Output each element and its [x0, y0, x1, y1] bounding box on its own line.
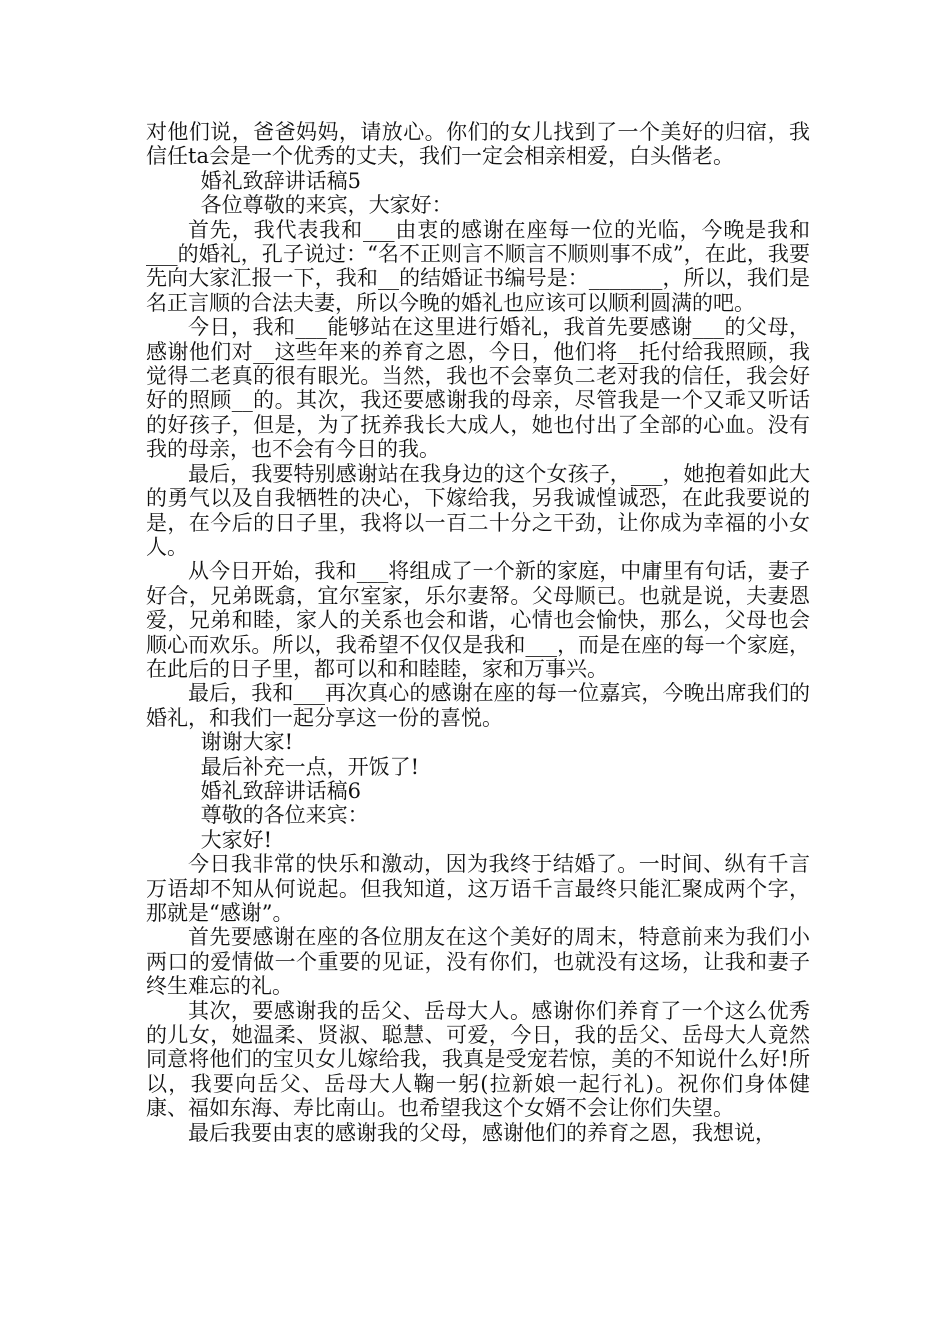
paragraph: 首先要感谢在座的各位朋友在这个美好的周末，特意前来为我们小两口的爱情做一个重要的见证，没有你们，也就没有这场，让我和妻子终生难忘的礼。: [146, 925, 810, 999]
section-title: 婚礼致辞讲话稿6: [200, 778, 361, 803]
section-title: 婚礼致辞讲话稿5: [200, 168, 361, 193]
paragraph: 其次，要感谢我的岳父、岳母大人。感谢你们养育了一个这么优秀的儿女，她温柔、贤淑、聪慧、可爱，今日，我的岳父、岳母大人竟然同意将他们的宝贝女儿嫁给我，我真是受宠若惊，美的不知说什么好!所以，我要向岳父、岳母大人鞠一躬(拉新娘一起行礼)。祝你们身体健康、福如东海、寿比南山。也希望我这个女婿不会让你们失望。: [146, 998, 810, 1121]
paragraph: 最后，我要特别感谢站在我身边的这个女孩子，___，她抱着如此大的勇气以及自我牺牲的决心，下嫁给我，另我诚惶诚恐，在此我要说的是，在今后的日子里，我将以一百二十分之干劲，让你成为幸福的小女人。: [146, 461, 810, 559]
paragraph: 最后我要由衷的感谢我的父母，感谢他们的养育之恩，我想说，: [188, 1120, 776, 1145]
paragraph: 对他们说，爸爸妈妈，请放心。你们的女儿找到了一个美好的归宿，我信任ta会是一个优秀的丈夫，我们一定会相亲相爱，白头偕老。: [146, 120, 810, 169]
closing-line: 最后补充一点，开饭了!: [200, 754, 420, 779]
paragraph: 从今日开始，我和___将组成了一个新的家庭，中庸里有句话，妻子好合，兄弟既翕，宜尔室家，乐尔妻帑。父母顺已。也就是说，夫妻恩爱，兄弟和睦，家人的关系也会和谐，心情也会愉快，那么，父母也会顺心而欢乐。所以，我希望不仅仅是我和___，而是在座的每一个家庭，在此后的日子里，都可以和和睦睦，家和万事兴。: [146, 559, 810, 681]
paragraph: 今日，我和___能够站在这里进行婚礼，我首先要感谢___的父母，感谢他们对__这些年来的养育之恩，今日，他们将__托付给我照顾，我觉得二老真的很有眼光。当然，我也不会辜负二老对我的信任，我会好好的照顾__的。其次，我还要感谢我的母亲，尽管我是一个又乖又听话的好孩子，但是，为了抚养我长大成人，她也付出了全部的心血。没有我的母亲，也不会有今日的我。: [146, 315, 810, 462]
paragraph: 今日我非常的快乐和激动，因为我终于结婚了。一时间、纵有千言万语却不知从何说起。但我知道，这万语千言最终只能汇聚成两个字，那就是“感谢”。: [146, 852, 810, 925]
paragraph: 首先，我代表我和___由衷的感谢在座每一位的光临，今晚是我和___的婚礼，孔子说过：“名不正则言不顺言不顺则事不成”，在此，我要先向大家汇报一下，我和__的结婚证书编号是：_______，所以，我们是名正言顺的合法夫妻，所以今晚的婚礼也应该可以顺利圆满的吧。: [146, 217, 810, 315]
greeting: 大家好!: [200, 827, 273, 852]
paragraph: 最后，我和___再次真心的感谢在座的每一位嘉宾，今晚出席我们的婚礼，和我们一起分享这一份的喜悦。: [146, 681, 810, 730]
salutation: 尊敬的各位来宾：: [200, 803, 369, 828]
salutation: 各位尊敬的来宾，大家好：: [200, 193, 453, 218]
closing-line: 谢谢大家!: [200, 730, 294, 755]
document-page: [146, 120, 810, 1145]
